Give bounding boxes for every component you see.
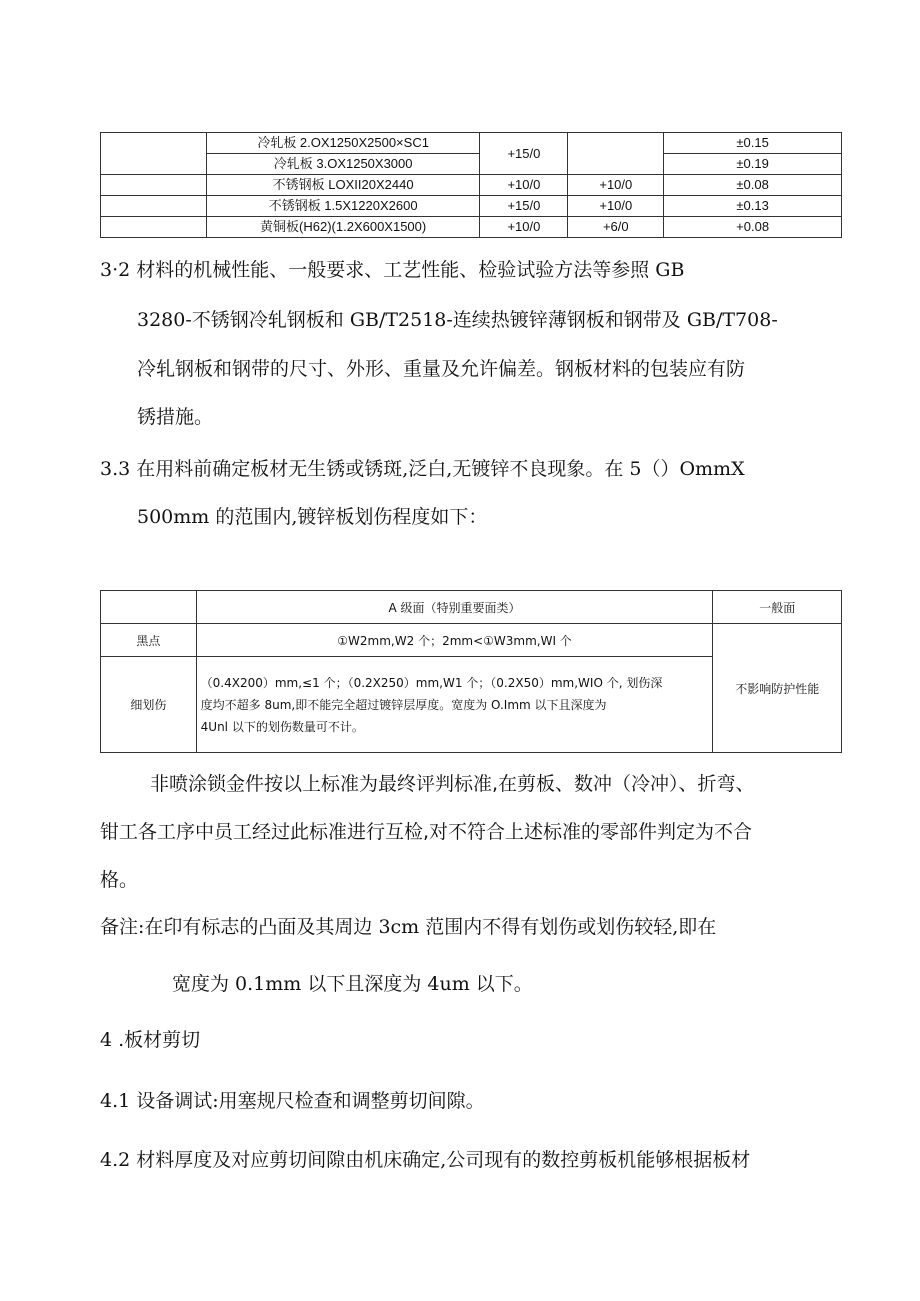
note-line-1: 备注:在印有标志的凸面及其周边 3cm 范围内不得有划伤或划伤较轻,即在 bbox=[100, 916, 717, 938]
tolerance-c-cell: ±0.19 bbox=[664, 154, 842, 175]
section-3-2-line-3: 冷轧钢板和钢带的尺寸、外形、重量及允许偏差。钢板材料的包装应有防 bbox=[137, 358, 746, 380]
material-cell: 冷轧板 3.OX1250X3000 bbox=[206, 154, 480, 175]
table-row bbox=[101, 133, 842, 154]
table-row bbox=[101, 154, 842, 175]
section-3-2-line-1: 3·2 材料的机械性能、一般要求、工艺性能、检验试验方法等参照 GB bbox=[100, 259, 685, 281]
fine-scratch-line-1: （0.4X200）mm,≤1 个；（0.2X250）mm,W1 个；（0.2X50）mm,WIO 个, 划伤深 bbox=[200, 675, 663, 690]
row-label-black-spot: 黑点 bbox=[101, 624, 197, 657]
tolerance-b-cell: +10/0 bbox=[568, 175, 664, 196]
table-cell bbox=[101, 217, 207, 238]
black-spot-criteria: ①W2mm,W2 个；2mm<①W3mm,WI 个 bbox=[196, 624, 713, 657]
section-3-2-line-4: 锈措施。 bbox=[137, 406, 214, 428]
judgement-line-1: 非喷涂锁金件按以上标准为最终评判标准,在剪板、数冲（冷冲）、折弯、 bbox=[150, 773, 755, 795]
scratch-standard-table bbox=[100, 590, 842, 753]
table-cell bbox=[101, 196, 207, 217]
material-cell: 不锈钢板 1.5X1220X2600 bbox=[206, 196, 480, 217]
section-4-2: 4.2 材料厚度及对应剪切间隙由机床确定,公司现有的数控剪板机能够根据板材 bbox=[100, 1149, 751, 1171]
tolerance-b-cell bbox=[568, 133, 664, 175]
note-line-2: 宽度为 0.1mm 以下且深度为 4um 以下。 bbox=[172, 973, 533, 995]
table-cell bbox=[101, 591, 197, 624]
table-cell bbox=[101, 175, 207, 196]
tolerance-c-cell: ±0.08 bbox=[664, 175, 842, 196]
tolerance-a-cell: +15/0 bbox=[480, 196, 568, 217]
table-row bbox=[101, 591, 842, 624]
tolerance-c-cell: ±0.15 bbox=[664, 133, 842, 154]
fine-scratch-criteria bbox=[196, 657, 713, 753]
material-cell: 冷轧板 2.OX1250X2500×SC1 bbox=[206, 133, 480, 154]
tolerance-b-cell: +6/0 bbox=[568, 217, 664, 238]
section-3-3-line-1: 3.3 在用料前确定板材无生锈或锈斑,泛白,无镀锌不良现象。在 5（）OmmX bbox=[100, 458, 745, 480]
tolerance-a-cell: +15/0 bbox=[480, 133, 568, 175]
judgement-line-2: 钳工各工序中员工经过此标准进行互检,对不符合上述标准的零部件判定为不合 bbox=[100, 821, 753, 843]
header-general: 一般面 bbox=[713, 591, 842, 624]
fine-scratch-line-3: 4Unl 以下的划伤数量可不计。 bbox=[200, 719, 364, 734]
section-3-2-line-2: 3280-不锈钢冷轧钢板和 GB/T2518-连续热镀锌薄钢板和钢带及 GB/T708- bbox=[137, 309, 778, 331]
tolerance-a-cell: +10/0 bbox=[480, 217, 568, 238]
section-4-heading: 4 .板材剪切 bbox=[100, 1029, 201, 1051]
tolerance-a-cell: +10/0 bbox=[480, 175, 568, 196]
header-a-level: A 级面（特别重要面类） bbox=[196, 591, 713, 624]
tolerance-c-cell: +0.08 bbox=[664, 217, 842, 238]
table-row bbox=[101, 196, 842, 217]
table-cell bbox=[101, 133, 207, 175]
row-label-fine-scratch: 细划伤 bbox=[101, 657, 197, 753]
general-value-cell: 不影响防护性能 bbox=[713, 624, 842, 753]
section-4-1: 4.1 设备调试:用塞规尺检查和调整剪切间隙。 bbox=[100, 1090, 485, 1112]
table-row bbox=[101, 217, 842, 238]
material-cell: 黄铜板(H62)(1.2X600X1500) bbox=[206, 217, 480, 238]
table-row bbox=[101, 624, 842, 657]
tolerance-b-cell: +10/0 bbox=[568, 196, 664, 217]
judgement-line-3: 格。 bbox=[100, 869, 139, 891]
fine-scratch-line-2: 度均不超多 8um,即不能完全超过镀锌层厚度。宽度为 O.Imm 以下且深度为 bbox=[200, 697, 607, 712]
material-cell: 不锈钢板 LOXII20X2440 bbox=[206, 175, 480, 196]
tolerance-table bbox=[100, 132, 842, 238]
tolerance-c-cell: ±0.13 bbox=[664, 196, 842, 217]
table-row bbox=[101, 175, 842, 196]
section-3-3-line-2: 500mm 的范围内,镀锌板划伤程度如下： bbox=[137, 506, 488, 528]
